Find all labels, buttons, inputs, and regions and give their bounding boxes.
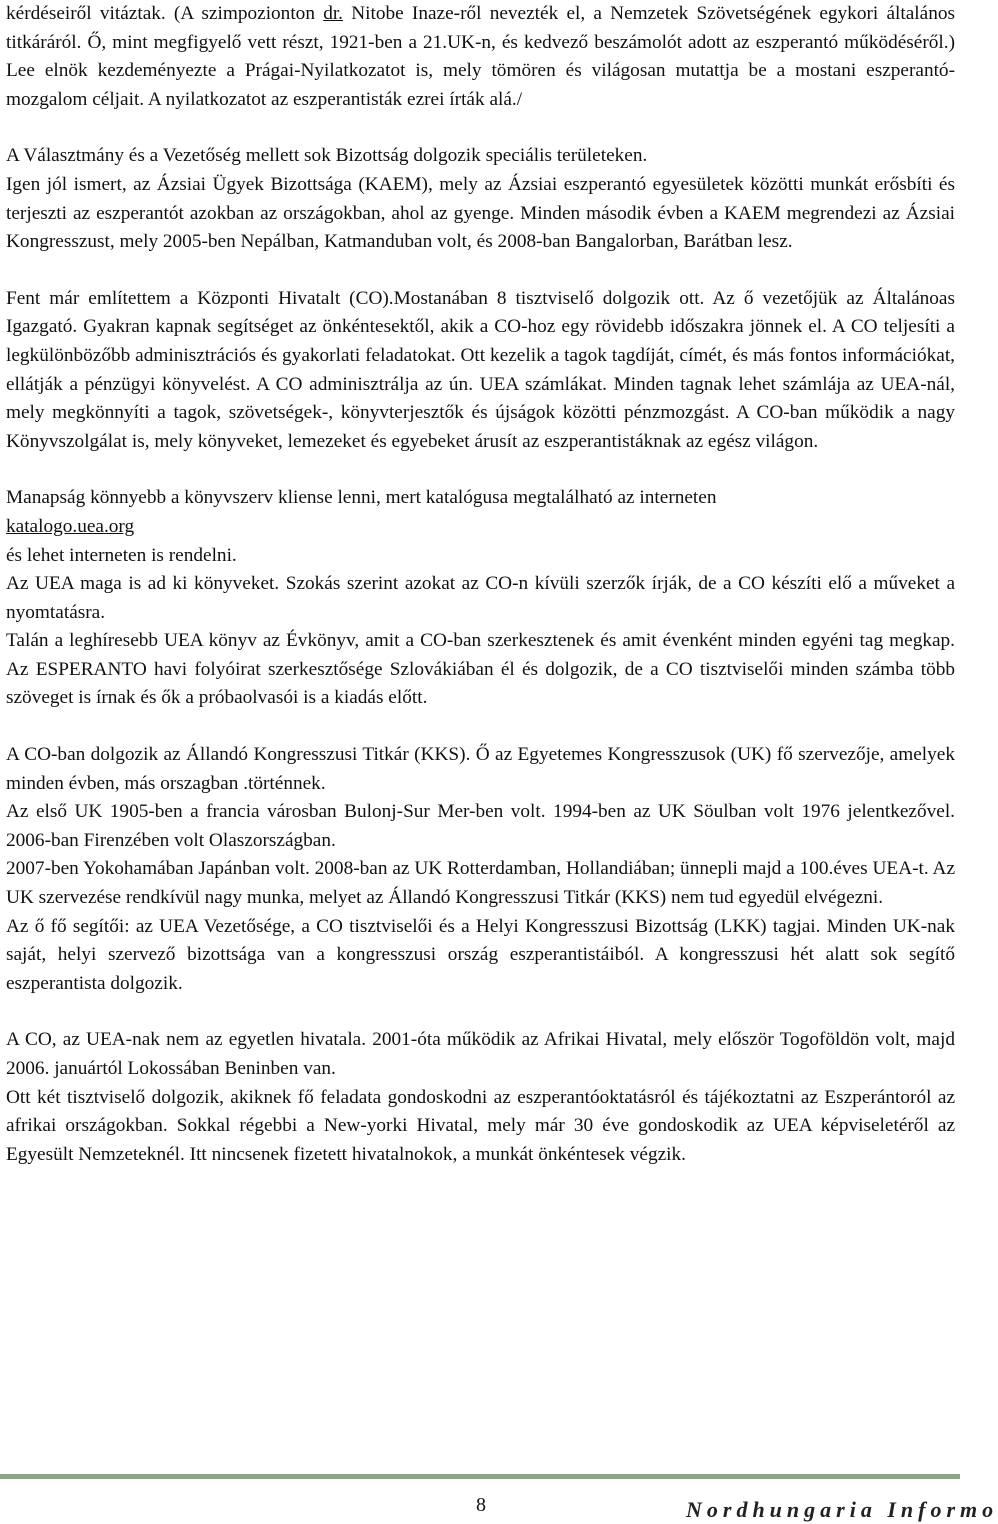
footer-rule	[0, 1474, 960, 1479]
article-body	[6, 0, 955, 1169]
paragraph-1-underlined: dr.	[323, 3, 344, 24]
paragraph-12: A CO, az UEA-nak nem az egyetlen hivatala. 2001-óta működik az Afrikai Hivatal, mely először Togoföldön volt, majd 2006. januártól Lokossában Beninben van.	[6, 1029, 955, 1079]
brand-logo-text: Nordhungaria Informo	[686, 1497, 998, 1522]
paragraph-13: Ott két tisztviselő dolgozik, akiknek fő feladata gondoskodni az eszperantóoktatásról és tájékoztatni az Eszperántoról az afrikai országokban. Sokkal régebbi a New-yorki Hivatal, mely már 30 éve gondoskodik az UEA képviseletéről az Egyesült Nemzeteknél. Itt nincsenek fizetett hivatalnokok, a munkát önkéntesek végzik.	[6, 1086, 955, 1165]
paragraph-6: Az UEA maga is ad ki könyveket. Szokás szerint azokat az CO-n kívüli szerzők írják, de a CO készíti elő a műveket a nyomtatásra.	[6, 573, 955, 623]
paragraph-8: A CO-ban dolgozik az Állandó Kongresszusi Titkár (KKS). Ő az Egyetemes Kongresszusok (UK) fő szervezője, amelyek minden évben, más orszagban .történnek.	[6, 744, 955, 794]
paragraph-7: Talán a leghíresebb UEA könyv az Évkönyv, amit a CO-ban szerkesztenek és amit évenként minden egyéni tag megkap. Az ESPERANTO havi folyóirat szerkesztősége Szlovákiában él és dolgozik, de a CO tisztviselői minden számba több szöveget is írnak és ők a próbaolvasói is a kiadás előtt.	[6, 630, 955, 709]
paragraph-9: Az első UK 1905-ben a francia városban Bulonj-Sur Mer-ben volt. 1994-ben az UK Söulban volt 1976 jelentkezővel. 2006-ban Firenzében volt Olaszországban.	[6, 801, 955, 851]
catalog-link-line	[6, 513, 955, 542]
paragraph-2: A Választmány és a Vezetőség mellett sok Bizottság dolgozik speciális területeken.	[6, 145, 648, 167]
page-number: 8	[476, 1494, 486, 1516]
paragraph-4: Fent már említettem a Központi Hivatalt (CO).Mostanában 8 tisztviselő dolgozik ott. Az ő vezetőjük az Általánoas Igazgató. Gyakran kapnak segítséget az önkéntesektől, akik a CO-hoz egy rövidebb időszakra jönnek el. A CO teljesíti a legkülönbözőbb adminisztrációs és gyakorlati feladatokat. Ott kezelik a tagok tagdíját, címét, és más fontos információkat, ellátják a pénzügyi könyvelést. A CO adminisztrálja az ún. UEA számlákat. Minden tagnak lehet számlája az UEA-nál, mely megkönnyíti a tagok, szövetségek-, könyvterjesztők és újságok közötti pénzmozgást. A CO-ban működik a nagy Könyvszolgálat is, mely könyveket, lemezeket és egyebeket árusít az eszperantistáknak az egész világon.	[6, 287, 955, 452]
paragraph-11: Az ő fő segítői: az UEA Vezetősége, a CO tisztviselői és a Helyi Kongresszusi Bizottság (LKK) tagjai. Minden UK-nak saját, helyi szervező bizottsága van a kongresszusi ország eszperantistáiból. A kongresszusi hét alatt sok segítő eszperantista dolgozik.	[6, 915, 955, 994]
paragraph-1-part-1: kérdéseiről vitáztak. (A szimpozionton	[6, 3, 324, 24]
paragraph-10: 2007-ben Yokohamában Japánban volt. 2008-ban az UK Rotterdamban, Hollandiában; ünnepli majd a 100.éves UEA-t. Az UK szervezése rendkívül nagy munka, melyet az Állandó Kongresszusi Titkár (KKS) nem tud egyedül elvégezni.	[6, 858, 955, 909]
paragraph-1-part-3: Nitobe Inaze-ről nevezték el, a Nemzetek Szövetségének egykori általános titkáráról. Ő, mint megfigyelő vett részt, 1921-ben a 21.UK-n, és kedvező beszámolót adott az eszperantó működéséről.) Lee elnök kezdeményezte a Prágai-Nyilatkozatot is, mely tömören és világosan mutattja be a mostani eszperantó-mozgalom céljait. A nyilatkozatot az eszperantisták ezrei írták alá./	[6, 3, 955, 110]
paragraph-5: Manapság könnyebb a könyvszerv kliense lenni, mert katalógusa megtalálható az interneten	[6, 487, 717, 509]
paragraph-1	[6, 0, 955, 114]
paragraph-5-tail: és lehet interneten is rendelni.	[6, 544, 237, 566]
catalog-link[interactable]: katalogo.uea.org	[6, 515, 135, 537]
paragraph-3: Igen jól ismert, az Ázsiai Ügyek Bizottsága (KAEM), mely az Ázsiai eszperantó egyesületek közötti munkát erősbíti és terjeszti az eszperantót azokban az országokban, ahol az gyenge. Minden második évben a KAEM megrendezi az Ázsiai Kongresszust, mely 2005-ben Nepálban, Katmanduban volt, és 2008-ban Bangalorban, Barátban lesz.	[6, 173, 955, 253]
